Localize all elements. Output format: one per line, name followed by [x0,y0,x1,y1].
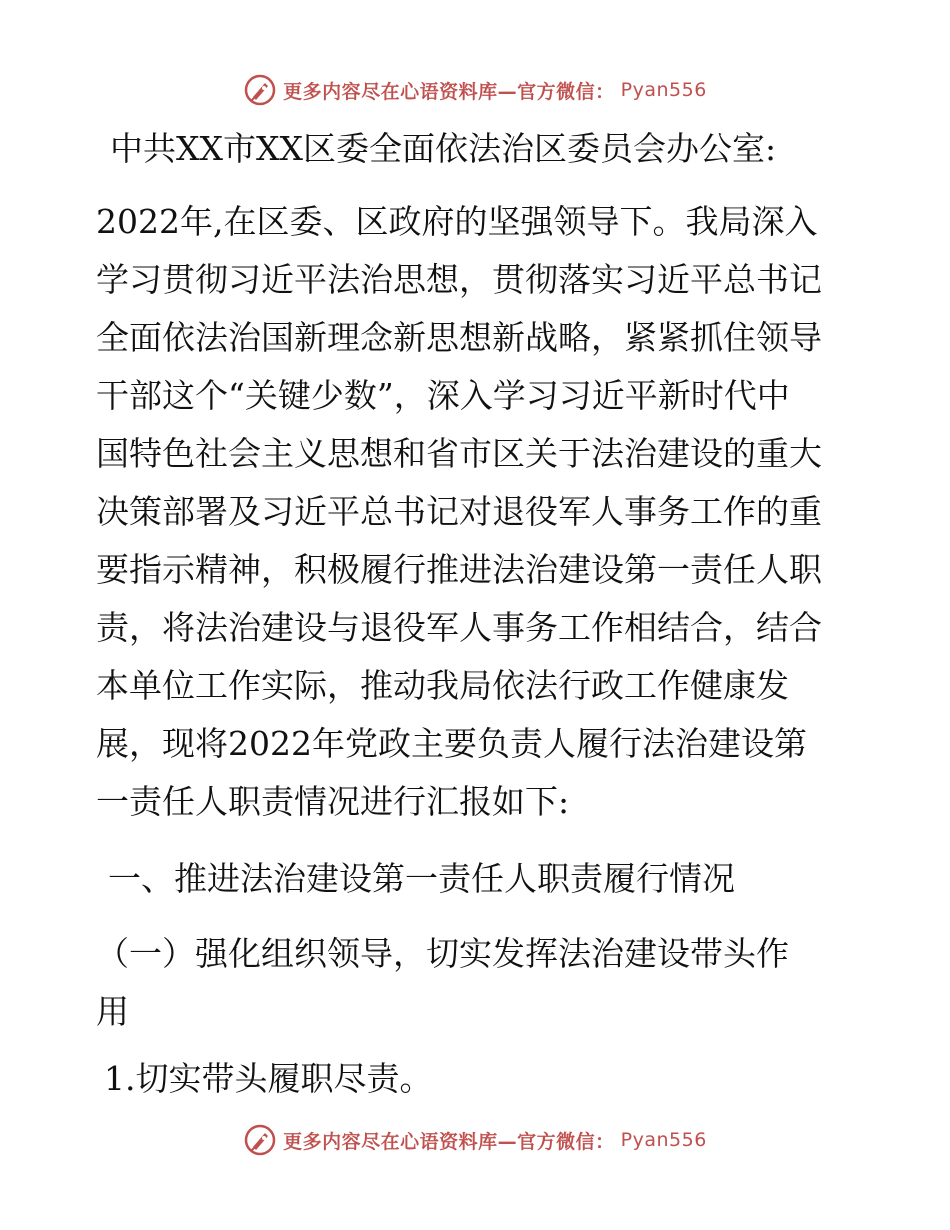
subsection-heading-line: （一）强化组织领导，切实发挥法治建设带头作 [96,934,789,973]
paragraph-line: 国特色社会主义思想和省市区关于法治建设的重大 [96,434,822,473]
paragraph-line: 责，将法治建设与退役军人事务工作相结合，结合 [96,608,822,647]
paragraph-line: 本单位工作实际，推动我局依法行政工作健康发 [96,666,789,705]
watermark-text: 更多内容尽在心语资料库—官方微信： [283,80,615,103]
paragraph-line: 要指示精神，积极履行推进法治建设第一责任人职 [96,550,822,589]
list-item-heading: 1.切实带头履职尽责。 [104,1059,433,1098]
paragraph-line: 全面依法治国新理念新思想新战略，紧紧抓住领导 [96,318,822,357]
paragraph-line: 决策部署及习近平总书记对退役军人事务工作的重 [96,492,822,531]
paragraph-line: 学习贯彻习近平法治思想，贯彻落实习近平总书记 [96,260,822,299]
paragraph-line: 展，现将2022年党政主要负责人履行法治建设第 [96,724,807,763]
subsection-heading-line: 用 [96,992,129,1031]
body-paragraph [96,193,856,831]
watermark-bottom [0,1120,950,1160]
watermark-text: 更多内容尽在心语资料库—官方微信： [283,1130,615,1153]
watermark-handle: Pyan556 [620,79,707,101]
pen-nib-logo-icon [243,1123,277,1157]
paragraph-line: 干部这个“关键少数”，深入学习习近平新时代中 [96,376,790,415]
pen-nib-logo-icon [243,73,277,107]
paragraph-line: 一责任人职责情况进行汇报如下: [96,782,570,821]
addressee: 中共XX市XX区委全面依法治区委员会办公室: [110,129,777,168]
paragraph-line: 2022年,在区委、区政府的坚强领导下。我局深入 [96,202,818,241]
subsection-heading [96,925,856,1041]
watermark-top [0,70,950,110]
section-heading: 一、推进法治建设第一责任人职责履行情况 [108,859,735,898]
watermark-handle: Pyan556 [620,1129,707,1151]
